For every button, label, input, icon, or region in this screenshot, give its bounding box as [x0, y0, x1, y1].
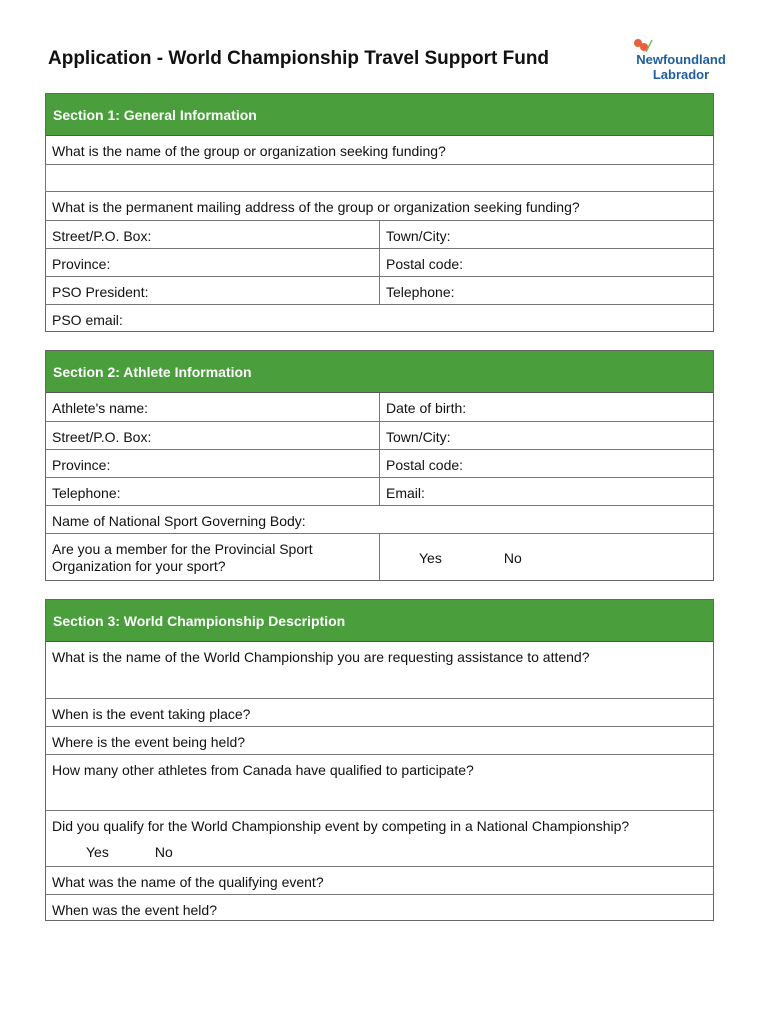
- q-mailing-address: What is the permanent mailing address of the group or organization seeking funding?: [52, 199, 580, 215]
- telephone-field[interactable]: Telephone:: [46, 478, 380, 505]
- email-field[interactable]: Email:: [386, 485, 425, 501]
- town-field[interactable]: Town/City:: [386, 228, 451, 244]
- town-field[interactable]: Town/City:: [386, 429, 451, 445]
- logo: [626, 38, 736, 84]
- postal-field[interactable]: Postal code:: [386, 256, 464, 272]
- q-qualifying-date[interactable]: When was the event held?: [52, 902, 217, 918]
- q-event-date[interactable]: When is the event taking place?: [52, 706, 251, 722]
- telephone-field[interactable]: Telephone:: [386, 284, 455, 300]
- nsgb-field[interactable]: Name of National Sport Governing Body:: [52, 513, 306, 529]
- pitcher-plant-icon: [626, 38, 656, 52]
- member-question: Are you a member for the Provincial Sport Organization for your sport?: [46, 534, 380, 581]
- section-3-header: Section 3: World Championship Description: [46, 600, 713, 642]
- section-1: [45, 93, 714, 332]
- province-field[interactable]: Province:: [46, 450, 380, 477]
- q-qualified-national: Did you qualify for the World Championship event by competing in a National Championship?: [52, 818, 630, 834]
- q-qualifying-event[interactable]: What was the name of the qualifying event?: [52, 874, 324, 890]
- q-other-athletes[interactable]: How many other athletes from Canada have qualified to participate?: [52, 762, 474, 778]
- section-1-header: Section 1: General Information: [46, 94, 713, 136]
- president-field[interactable]: PSO President:: [46, 277, 380, 304]
- yes-option[interactable]: Yes: [86, 844, 109, 860]
- dob-field[interactable]: Date of birth:: [386, 400, 467, 416]
- section-2-header: Section 2: Athlete Information: [46, 351, 713, 393]
- athlete-name-field[interactable]: Athlete's name:: [46, 393, 380, 421]
- logo-line2: Labrador: [652, 67, 710, 82]
- section-3: [45, 599, 714, 921]
- no-option[interactable]: No: [154, 844, 173, 860]
- street-field[interactable]: Street/P.O. Box:: [46, 422, 380, 449]
- no-option[interactable]: No: [503, 550, 522, 566]
- group-name-input[interactable]: [45, 164, 714, 192]
- yes-option[interactable]: Yes: [419, 550, 442, 566]
- logo-line1: Newfoundland: [636, 52, 726, 67]
- page-title: Application - World Championship Travel Support Fund: [48, 48, 550, 69]
- q-event-location[interactable]: Where is the event being held?: [52, 734, 246, 750]
- postal-field[interactable]: Postal code:: [386, 457, 464, 473]
- q-championship-name[interactable]: What is the name of the World Championship you are requesting assistance to attend?: [52, 649, 590, 665]
- section-2: [45, 350, 714, 581]
- province-field[interactable]: Province:: [46, 249, 380, 276]
- pso-email-field[interactable]: PSO email:: [52, 312, 123, 328]
- q-group-name: What is the name of the group or organization seeking funding?: [52, 143, 446, 159]
- street-field[interactable]: Street/P.O. Box:: [46, 221, 380, 248]
